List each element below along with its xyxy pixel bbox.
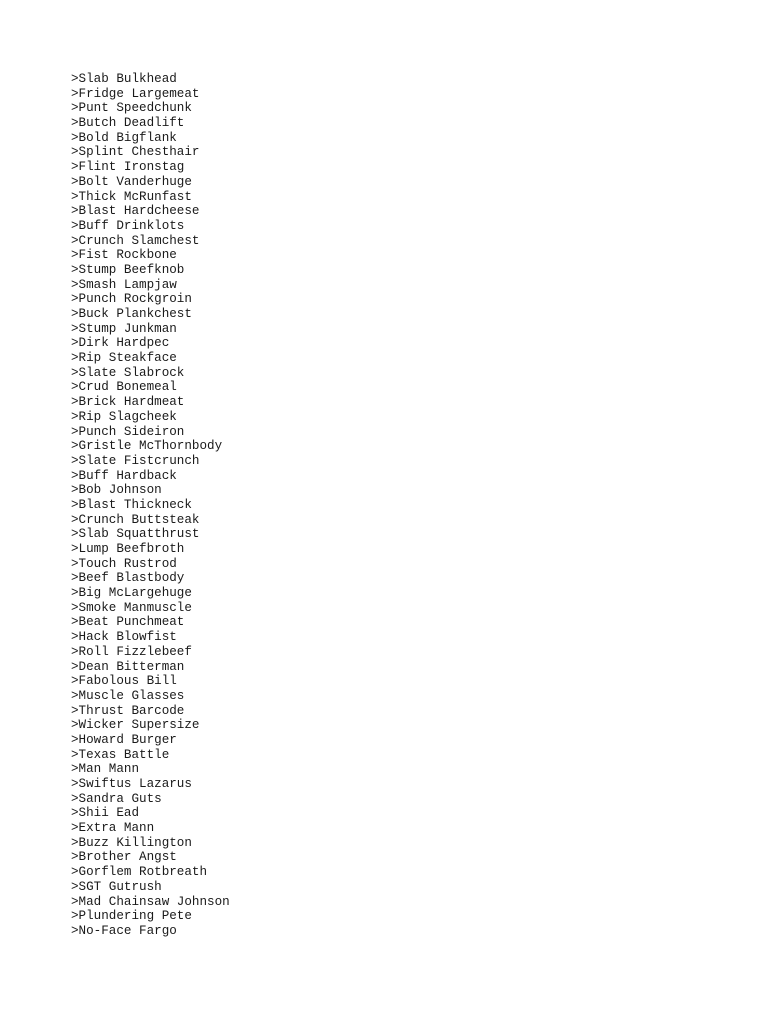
list-item: >Brick Hardmeat <box>71 395 185 410</box>
list-item: >Howard Burger <box>71 732 177 747</box>
list-item: >Sandra Guts <box>71 791 162 806</box>
list-item: >Crunch Buttsteak <box>71 512 200 527</box>
list-item: >Beef Blastbody <box>71 571 185 586</box>
list-item: >Mad Chainsaw Johnson <box>71 894 230 909</box>
list-item: >Extra Mann <box>71 821 155 836</box>
list-item: >Dirk Hardpec <box>71 336 170 351</box>
list-item: >Crunch Slamchest <box>71 233 200 248</box>
list-item: >Punch Sideiron <box>71 424 185 439</box>
list-item: >Crud Bonemeal <box>71 380 177 395</box>
list-item: >Hack Blowfist <box>71 630 177 645</box>
list-item: >Brother Angst <box>71 850 177 865</box>
name-list <box>71 72 230 939</box>
list-item: >Flint Ironstag <box>71 160 185 175</box>
list-item: >Butch Deadlift <box>71 116 185 131</box>
list-item: >Bold Bigflank <box>71 130 177 145</box>
list-item: >Wicker Supersize <box>71 718 200 733</box>
list-item: >Big McLargehuge <box>71 586 192 601</box>
list-item: >Touch Rustrod <box>71 556 177 571</box>
list-item: >Slab Bulkhead <box>71 72 177 86</box>
list-item: >Shii Ead <box>71 806 140 821</box>
list-item: >Thrust Barcode <box>71 703 185 718</box>
list-item: >Bob Johnson <box>71 483 162 498</box>
list-item: >Rip Slagcheek <box>71 409 177 424</box>
list-item: >Fridge Largemeat <box>71 86 200 101</box>
list-item: >Rip Steakface <box>71 351 177 366</box>
list-item: >Slate Slabrock <box>71 365 185 380</box>
list-item: >Muscle Glasses <box>71 688 185 703</box>
list-item: >Punt Speedchunk <box>71 101 192 116</box>
list-item: >Thick McRunfast <box>71 189 192 204</box>
list-item: >Splint Chesthair <box>71 145 200 160</box>
list-item: >Fabolous Bill <box>71 674 177 689</box>
list-item: >Smash Lampjaw <box>71 277 177 292</box>
list-item: >Plundering Pete <box>71 909 192 924</box>
list-item: >SGT Gutrush <box>71 879 162 894</box>
list-item: >Lump Beefbroth <box>71 542 185 556</box>
list-item: >Stump Junkman <box>71 321 177 336</box>
list-item: >Slab Squatthrust <box>71 527 200 542</box>
list-item: >Man Mann <box>71 762 140 777</box>
list-item: >Stump Beefknob <box>71 262 185 277</box>
list-item: >Buzz Killington <box>71 835 192 850</box>
list-item: >Buff Drinklots <box>71 218 185 233</box>
list-item: >Buff Hardback <box>71 468 177 483</box>
list-item: >Slate Fistcrunch <box>71 453 200 468</box>
list-item: >Buck Plankchest <box>71 307 192 321</box>
list-item: >No-Face Fargo <box>71 923 177 938</box>
list-item: >Roll Fizzlebeef <box>71 644 192 659</box>
list-item: >Gristle McThornbody <box>71 439 223 454</box>
list-item: >Swiftus Lazarus <box>71 777 192 791</box>
list-item: >Punch Rockgroin <box>71 292 192 307</box>
list-item: >Blast Thickneck <box>71 497 192 512</box>
list-item: >Texas Battle <box>71 747 170 762</box>
list-item: >Bolt Vanderhuge <box>71 174 192 189</box>
list-item: >Gorflem Rotbreath <box>71 865 208 880</box>
list-item: >Dean Bitterman <box>71 659 185 674</box>
list-item: >Beat Punchmeat <box>71 615 185 630</box>
list-item: >Smoke Manmuscle <box>71 600 192 615</box>
list-item: >Fist Rockbone <box>71 248 177 263</box>
list-item: >Blast Hardcheese <box>71 204 200 219</box>
